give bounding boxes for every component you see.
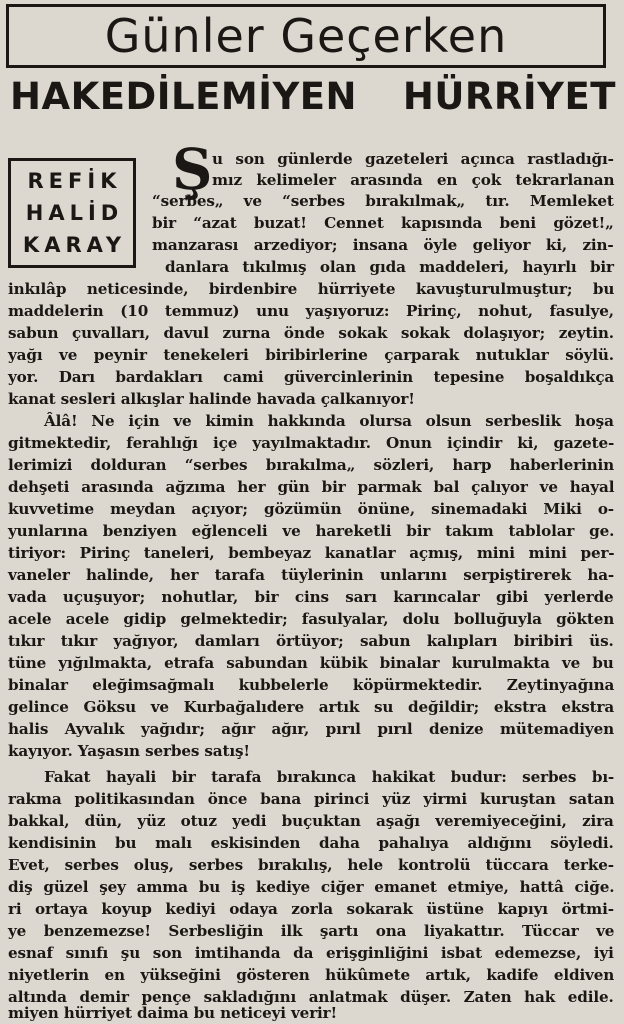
article-line: “serbes„ ve “serbes bırakılmak„ tır. Memleket: [152, 192, 614, 210]
article-line: bakkal, dün, yüz otuz yedi buçuktan aşağı veremiyeceğini, zira: [8, 812, 614, 830]
article-line: tıkır tıkır yağıyor, damları örtüyor; sabun kalıpları biribiri üs.: [8, 632, 614, 650]
article-line: u son günlerde gazeteleri açınca rastladığı-: [212, 150, 614, 168]
article-line: halis Ayvalık yağıdır; ağır ağır, pırıl pırıl denize mütemadiyen: [8, 720, 614, 738]
article-line: vaneler halinde, her tarafa tüylerinin unlarını serpiştirerek ha-: [8, 566, 615, 584]
article-line: Evet, serbes oluş, serbes bırakılış, hele kontrolü tüccara terke-: [8, 856, 614, 874]
article-line: yağı ve peynir tenekeleri biribirlerine çarparak nutuklar söylü.: [8, 346, 614, 364]
article-line: danlara tıkılmış olan gıda maddeleri, hayırlı bir: [165, 258, 614, 276]
article-line: kendisinin bu malı eskisinden daha pahalıya aldığını söyledi.: [8, 834, 614, 852]
article-line: binalar eleğimsağmalı kubbelerle köpürmektedir. Zeytinyağına: [8, 676, 615, 694]
article-line: vada uçuşuyor; nohutlar, bir cins sarı karıncalar gibi yerlerde: [8, 588, 614, 606]
article-line: maddelerin (10 temmuz) unu yaşıyoruz: Pirinç, nohut, fasulye,: [8, 302, 614, 320]
headline: [10, 75, 616, 118]
article-line: altında demir pençe sakladığını anlatmak düşer. Zaten hak edile.: [8, 988, 614, 1006]
article-line: miyen hürriyet daima bu neticeyi verir!: [8, 1004, 338, 1022]
article-line: diş güzel şey amma bu iş kediye ciğer emanet etmiye, hattâ ciğe.: [8, 878, 615, 896]
article-line: Âlâ! Ne için ve kimin hakkında olursa olsun serbeslik hoşa: [44, 412, 614, 430]
article-line: niyetlerin en yükseğini gösteren hükûmete artık, kadife eldiven: [8, 966, 615, 984]
article-line: bir “azat buzat! Cennet kapısında beni gözet!„: [152, 214, 614, 232]
article-line: mız kelimeler arasında en çok tekrarlanan: [212, 171, 615, 189]
article-line: tüne yığılmakta, etrafa sabundan kübik binalar kurulmakta ve bu: [8, 654, 614, 672]
article-line: yor. Darı bardakları cami güvercinlerinin tepesine boşaldıkça: [8, 368, 615, 386]
article-line: esnaf sınıfı şu son imtihanda da erişginliğini isbat edemezse, iyi: [8, 944, 614, 962]
author-middle-name: HALİD: [25, 200, 124, 225]
drop-cap: Ş: [172, 137, 213, 203]
article-line: ri ortaya koyup kediyi odaya zorla sokarak üstüne kapıyı örtmi-: [8, 900, 614, 918]
article-line: dehşeti arasında ağzıma her gün bir parmak bal çalıyor ve hayal: [8, 478, 615, 496]
article-line: kanat sesleri alkışlar halinde havada çalkanıyor!: [8, 390, 415, 408]
author-first-name: REFİK: [27, 168, 122, 193]
article-line: kayıyor. Yaşasın serbes satış!: [8, 742, 250, 760]
article-line: ye benzemezse! Serbesliğin ilk şartı ona liyakattır. Tüccar ve: [8, 922, 615, 940]
byline-box: [8, 158, 136, 268]
article-line: kuvvetime meydan açıyor; gözümün önüne, sinemadaki Miki o-: [8, 500, 614, 518]
author-last-name: KARAY: [22, 232, 127, 257]
article-line: sabun çuvalları, davul zurna önde sokak sokak dolaşıyor; zeytin.: [8, 324, 614, 342]
article-line: acele acele gidip gelmektedir; fasulyalar, dolu bolluğuyla gökten: [8, 610, 615, 628]
column-header-box: [6, 4, 606, 68]
article-line: yunlarına benziyen eğlenceli ve hareketli bir takım tablolar ge.: [8, 522, 615, 540]
column-title: Günler Geçerken: [104, 9, 508, 63]
article-line: manzarası arzediyor; insana öyle geliyor ki, zin-: [152, 236, 614, 254]
article-line: tiriyor: Pirinç taneleri, bembeyaz kanatlar açmış, mini mini per-: [8, 544, 615, 562]
article-line: Fakat hayali bir tarafa bırakınca hakikat budur: serbes bı-: [44, 768, 615, 786]
article-line: gitmektedir, ferahlığı içe yayılmaktadır. Onun içindir ki, gazete-: [8, 434, 615, 452]
article-line: lerimizi dolduran “serbes bırakılma„ sözleri, harp haberlerinin: [8, 456, 615, 474]
article-line: inkılâp neticesinde, birdenbire hürriyete kavuşturulmuştur; bu: [8, 280, 615, 298]
article-line: gelince Göksu ve Kurbağalıdere artık su değildir; ekstra ekstra: [8, 698, 615, 716]
headline-word: HÜRRİYET: [402, 75, 616, 118]
article-line: rakma politikasından önce bana pirinci yüz yirmi kuruştan satan: [8, 790, 615, 808]
headline-word: HAKEDİLEMİYEN: [10, 75, 357, 118]
